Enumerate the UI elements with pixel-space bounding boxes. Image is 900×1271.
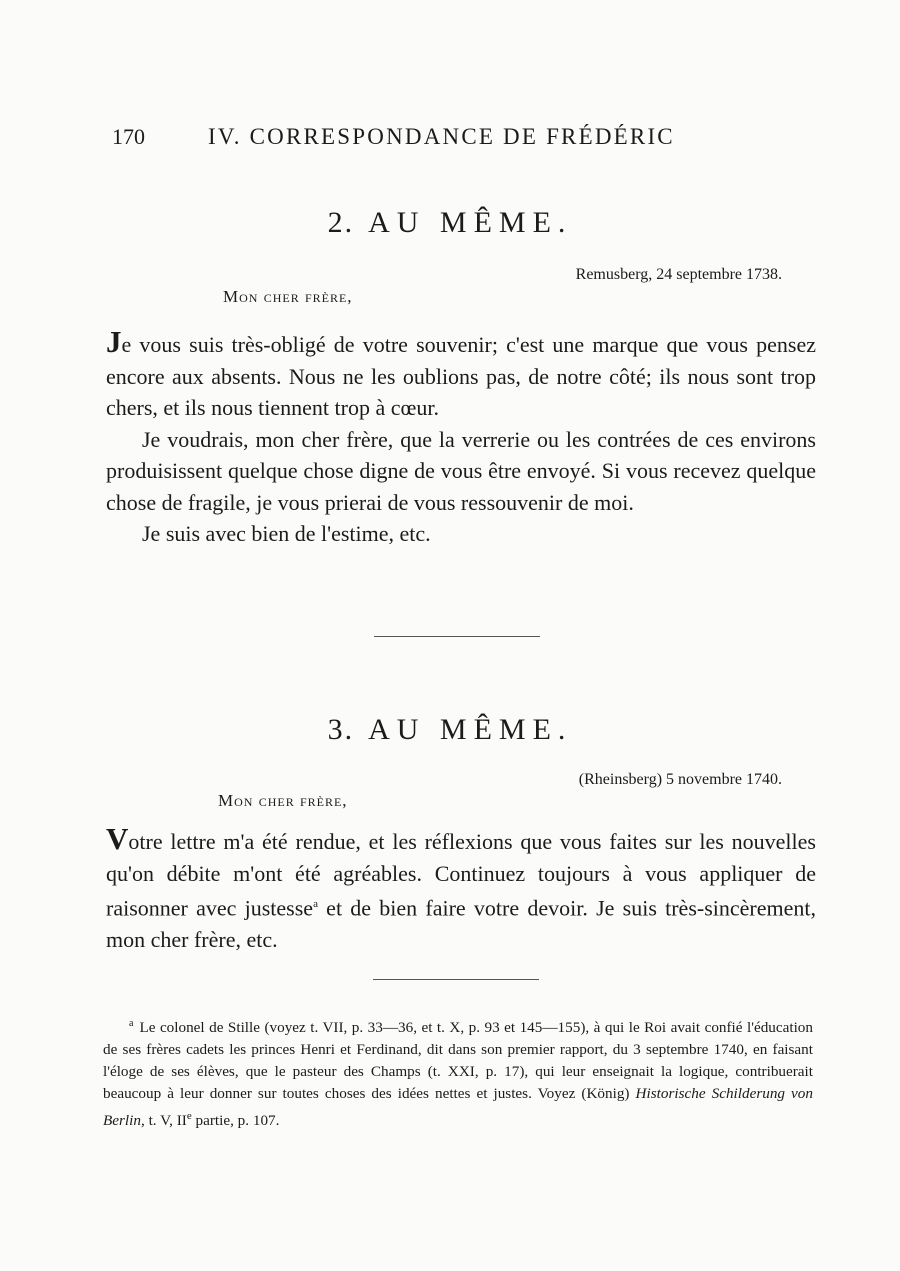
- letter-2-dropcap: J: [106, 324, 122, 359]
- footnote-book-title: Historische Schilderung von Berlin,: [103, 1085, 813, 1130]
- letter-3-number: 3.: [327, 713, 355, 746]
- letter-2-paragraph-1: Je vous suis très-obligé de votre souvenir; c'est une marque que vous pensez encore aux absents. Nous ne les oublions pas, de notre côté; ils nous sont trop chers, et ils nous tiennent trop à cœur.: [106, 324, 816, 420]
- letter-2-number: 2.: [327, 206, 355, 239]
- footnote: $^a$ Le colonel de Stille (voyez t. VII, p. 33—36, et t. X, p. 93 et 145—155), à qui le Roi avait confié l'éducation de ses frères cadets les princes Henri et Ferdinand, dit dans son premier rapport, du 3 septembre 1740, en faisant l'éloge de ses élèves, que le pasteur des Champs (t. XXI, p. 17), qui leur enseignait la logique, contribuerait beaucoup à leur donner sur toutes choses des idées nettes et justes. Voyez (König) Historische Schilderung von Berlin, t. V, IIe partie, p. 107.: [103, 1018, 813, 1130]
- footnote-mark: a: [129, 1018, 134, 1029]
- letter-2-heading: AU MÊME.: [368, 206, 573, 239]
- page-number: 170: [112, 124, 145, 149]
- footnote-reference: a: [313, 898, 318, 910]
- letter-2-salutation: Mon cher frère,: [223, 287, 353, 306]
- letter-3-dropcap: V: [106, 821, 129, 856]
- running-header: [112, 124, 675, 150]
- letter-3-salutation: Mon cher frère,: [218, 791, 348, 810]
- letter-3-heading: AU MÊME.: [368, 713, 573, 746]
- running-title: IV. CORRESPONDANCE DE FRÉDÉRIC: [208, 124, 675, 149]
- letter-2-date: Remusberg, 24 septembre 1738.: [575, 266, 782, 283]
- letter-3-date: (Rheinsberg) 5 novembre 1740.: [578, 771, 782, 788]
- letter-2-closing: Je suis avec bien de l'estime, etc.: [142, 521, 431, 546]
- letter-3-paragraph-1: Votre lettre m'a été rendue, et les réflexions que vous faites sur les nouvelles qu'on débite m'ont été agréables. Continuez toujours à vous appliquer de raisonner avec justesse$^a$ et de bien faire votre devoir. Je suis très-sincèrement, mon cher frère, etc.: [106, 821, 816, 952]
- footnote-divider: [373, 979, 539, 980]
- section-divider: [374, 636, 540, 637]
- letter-3-body: [106, 823, 816, 955]
- letter-2-body: [106, 326, 816, 550]
- letter-2-title: [0, 206, 900, 240]
- letter-2-paragraph-2: Je voudrais, mon cher frère, que la verrerie ou les contrées de ces environs produisissent quelque chose digne de vous être envoyé. Si vous recevez quelque chose de fragile, je vous prierai de vous ressouvenir de moi.: [106, 426, 816, 515]
- letter-3-title: [0, 713, 900, 747]
